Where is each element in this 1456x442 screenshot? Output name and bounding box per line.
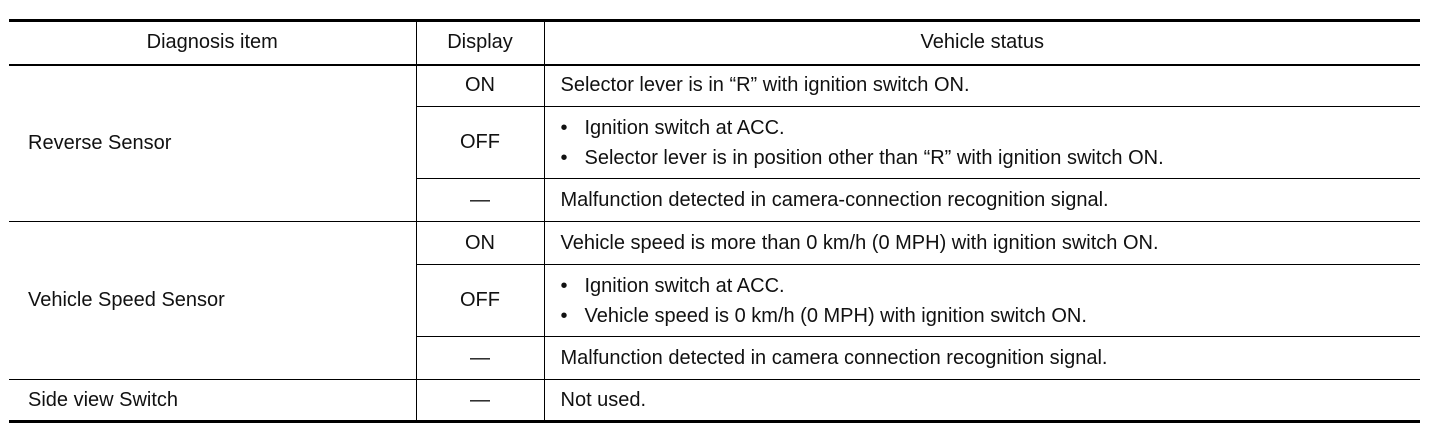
bullet-item: • Vehicle speed is 0 km/h (0 MPH) with ignition switch ON. xyxy=(561,301,1421,331)
display-cell: ON xyxy=(416,222,544,265)
table-header-row xyxy=(9,21,1420,65)
diagnosis-table xyxy=(9,19,1420,423)
header-display: Display xyxy=(416,21,544,65)
diagnosis-item-cell: Side view Switch xyxy=(9,380,416,422)
vehicle-status-cell xyxy=(544,265,1420,337)
display-cell: OFF xyxy=(416,107,544,179)
display-cell: — xyxy=(416,380,544,422)
diagnosis-item-cell: Vehicle Speed Sensor xyxy=(9,222,416,380)
vehicle-status-cell: Selector lever is in “R” with ignition switch ON. xyxy=(544,65,1420,107)
vehicle-status-cell: Not used. xyxy=(544,380,1420,422)
vehicle-status-cell: Vehicle speed is more than 0 km/h (0 MPH) with ignition switch ON. xyxy=(544,222,1420,265)
bullet-item: • Ignition switch at ACC. xyxy=(561,271,1421,301)
table-row xyxy=(9,65,1420,107)
bullet-item: • Selector lever is in position other than “R” with ignition switch ON. xyxy=(561,143,1421,173)
display-cell: — xyxy=(416,337,544,380)
table-row xyxy=(9,380,1420,422)
display-cell: OFF xyxy=(416,265,544,337)
table-row xyxy=(9,222,1420,265)
bullet-item: • Ignition switch at ACC. xyxy=(561,113,1421,143)
display-cell: ON xyxy=(416,65,544,107)
header-vehicle-status: Vehicle status xyxy=(544,21,1420,65)
vehicle-status-cell: Malfunction detected in camera connection recognition signal. xyxy=(544,337,1420,380)
vehicle-status-cell xyxy=(544,107,1420,179)
diagnosis-item-cell: Reverse Sensor xyxy=(9,65,416,222)
header-diagnosis-item: Diagnosis item xyxy=(9,21,416,65)
vehicle-status-cell: Malfunction detected in camera-connection recognition signal. xyxy=(544,179,1420,222)
display-cell: — xyxy=(416,179,544,222)
